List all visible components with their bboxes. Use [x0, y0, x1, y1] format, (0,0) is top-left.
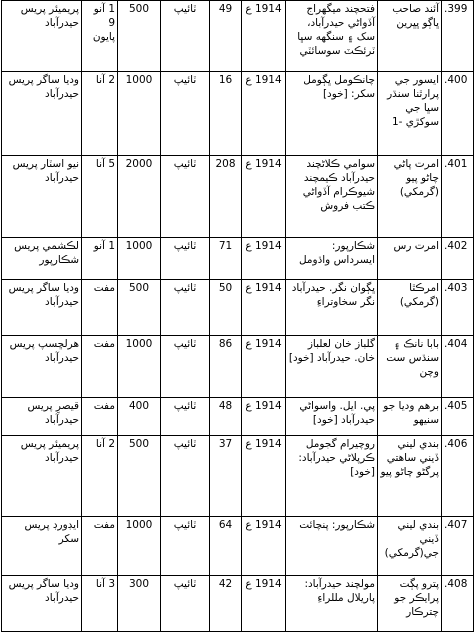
price-cell: مفت — [82, 517, 118, 576]
publisher-cell: مولچند حيدرآباد: پاريلال مللراءِ — [286, 576, 378, 632]
type-cell: ٽائيپ — [161, 156, 210, 238]
pages-cell: 208 — [210, 156, 242, 238]
serial-number: .400 — [442, 72, 474, 156]
pages-cell: 50 — [210, 280, 242, 336]
publisher-cell: روچيرام گجومل ڪرپلاڻي حيدرآباد: [خود] — [286, 436, 378, 517]
publisher-cell: شڪارپور: ايسرداس واڌومل — [286, 238, 378, 280]
press-cell: لڪشمي پريس شڪارپور — [2, 238, 82, 280]
publisher-cell: ڀڳوان نگر. حيدرآباد نگر سخاوتراءِ — [286, 280, 378, 336]
title-cell: بندي ليني ڏيني ساهتي پرگڻو چاڻو پيو — [378, 436, 442, 517]
publisher-cell: چانڪومل ڀڳومل سکر: [خود] — [286, 72, 378, 156]
table-row — [2, 517, 474, 576]
pages-cell: 42 — [210, 576, 242, 632]
type-cell: ٽائيپ — [161, 436, 210, 517]
serial-number: .405 — [442, 398, 474, 436]
price-cell: 1 آنو 9 پايون — [82, 1, 118, 72]
year-cell: 1914 ع — [242, 1, 286, 72]
copies-cell: 500 — [118, 436, 161, 517]
serial-number: .399 — [442, 1, 474, 72]
serial-number: .402 — [442, 238, 474, 280]
publisher-cell: پي. ايل. واسواڻي حيدرآباد [خود] — [286, 398, 378, 436]
serial-number: .401 — [442, 156, 474, 238]
pages-cell: 16 — [210, 72, 242, 156]
press-cell: وديا ساگر پريس حيدرآباد — [2, 72, 82, 156]
copies-cell: 500 — [118, 280, 161, 336]
table-row — [2, 336, 474, 398]
copies-cell: 300 — [118, 576, 161, 632]
copies-cell: 2000 — [118, 156, 161, 238]
title-cell: برهم وديا جو سنيهو — [378, 398, 442, 436]
type-cell: ٽائيپ — [161, 398, 210, 436]
copies-cell: 1000 — [118, 517, 161, 576]
table-row — [2, 156, 474, 238]
copies-cell: 500 — [118, 1, 161, 72]
title-cell: بابا نانڪ ۽ سنڌس ست وچن — [378, 336, 442, 398]
year-cell: 1914 ع — [242, 156, 286, 238]
copies-cell: 400 — [118, 398, 161, 436]
type-cell: ٽائيپ — [161, 336, 210, 398]
press-cell: وديا ساگر پريس حيدرآباد — [2, 280, 82, 336]
press-cell: پريميئر پريس حيدرآباد — [2, 1, 82, 72]
table-row — [2, 280, 474, 336]
table-row — [2, 1, 474, 72]
price-cell: 1 آنو — [82, 238, 118, 280]
title-cell: امرت رس — [378, 238, 442, 280]
year-cell: 1914 ع — [242, 398, 286, 436]
table-row — [2, 238, 474, 280]
serial-number: .406 — [442, 436, 474, 517]
serial-number: .407 — [442, 517, 474, 576]
price-cell: 3 آنا — [82, 576, 118, 632]
price-cell: مفت — [82, 280, 118, 336]
serial-number: .408 — [442, 576, 474, 632]
press-cell: قيصرِ پريس حيدرآباد — [2, 398, 82, 436]
title-cell: پترو پڳت پرايڪر جو چترڪار — [378, 576, 442, 632]
type-cell: ٽائيپ — [161, 576, 210, 632]
price-cell: 2 آنا — [82, 436, 118, 517]
press-cell: نيو اسٽار پريس حيدرآباد — [2, 156, 82, 238]
price-cell: 2 آنا — [82, 72, 118, 156]
type-cell: ٽائيپ — [161, 238, 210, 280]
title-cell: امرت پاڻي چاڻو پيو (گرمکي) — [378, 156, 442, 238]
price-cell: مفت — [82, 336, 118, 398]
type-cell: ٽائيپ — [161, 517, 210, 576]
press-cell: ايڊورڊ پريس سکر — [2, 517, 82, 576]
serial-number: .404 — [442, 336, 474, 398]
pages-cell: 64 — [210, 517, 242, 576]
title-cell: ايسور جي پرارٿنا سنڌر سڀا جي سوکڙي -1 — [378, 72, 442, 156]
year-cell: 1914 ع — [242, 336, 286, 398]
pages-cell: 49 — [210, 1, 242, 72]
price-cell: مفت — [82, 398, 118, 436]
publisher-cell: سوامي ڪلاڻچند حيدرآباد ڪيمچند شيوڪرام آڏواڻي ڪتب فروش — [286, 156, 378, 238]
type-cell: ٽائيپ — [161, 1, 210, 72]
table-row — [2, 72, 474, 156]
pages-cell: 37 — [210, 436, 242, 517]
table-row — [2, 436, 474, 517]
year-cell: 1914 ع — [242, 72, 286, 156]
publisher-cell: گلباز خان لعلباز خان. حيدرآباد [خود] — [286, 336, 378, 398]
year-cell: 1914 ع — [242, 436, 286, 517]
table-row — [2, 576, 474, 632]
press-cell: پريميئر پريس حيدرآباد — [2, 436, 82, 517]
year-cell: 1914 ع — [242, 238, 286, 280]
copies-cell: 1000 — [118, 72, 161, 156]
catalog-table — [1, 0, 474, 632]
title-cell: بندي ليني ڏيني جي(گرمکي) — [378, 517, 442, 576]
table-row — [2, 398, 474, 436]
copies-cell: 1000 — [118, 238, 161, 280]
serial-number: .403 — [442, 280, 474, 336]
press-cell: هرلڇسپ پريس حيدرآباد — [2, 336, 82, 398]
pages-cell: 71 — [210, 238, 242, 280]
year-cell: 1914 ع — [242, 280, 286, 336]
title-cell: آئند صاحب ڀاڳو ڀڀرين — [378, 1, 442, 72]
publisher-cell: فتحچند ميگهراج آڏواڻي حيدرآباد، سک ۽ سنگهه سڀا ٽرئڪٽ سوسائٽي — [286, 1, 378, 72]
publisher-cell: شڪارپور: پنچائت — [286, 517, 378, 576]
year-cell: 1914 ع — [242, 576, 286, 632]
price-cell: 5 آنا — [82, 156, 118, 238]
copies-cell: 1000 — [118, 336, 161, 398]
type-cell: ٽائيپ — [161, 280, 210, 336]
pages-cell: 48 — [210, 398, 242, 436]
title-cell: امرڪٿا (گرمکي) — [378, 280, 442, 336]
type-cell: ٽائيپ — [161, 72, 210, 156]
pages-cell: 86 — [210, 336, 242, 398]
press-cell: وديا ساگر پريس حيدرآباد — [2, 576, 82, 632]
year-cell: 1914 ع — [242, 517, 286, 576]
